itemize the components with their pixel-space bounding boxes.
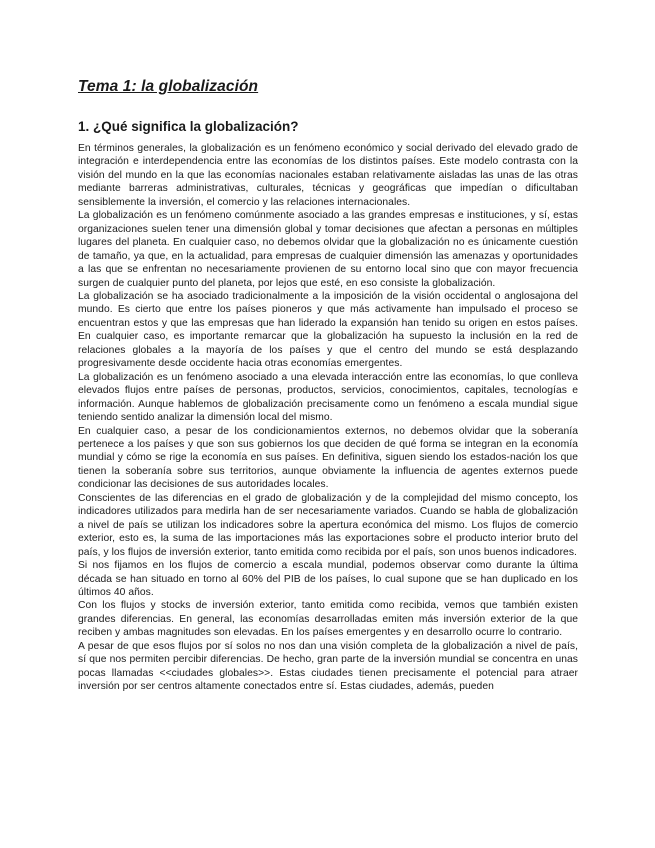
paragraph: Conscientes de las diferencias en el grado de globalización y de la complejidad del mismo concepto, los indicadores utilizados para medirla han de ser necesariamente variados. Cuando se habla de globalización a nivel de país se utilizan los indicadores sobre la apertura económica del mismo. Los flujos de comercio exterior, esto es, la suma de las importaciones más las exportaciones sobre el producto interior bruto del país, y los flujos de inversión exterior, tanto emitida como recibida por el país, son unos buenos indicadores.: [78, 492, 578, 558]
paragraph: La globalización se ha asociado tradicionalmente a la imposición de la visión occidental o anglosajona del mundo. Es cierto que entre los países pioneros y que más activamente han impulsado el proceso se encuentran estos y que las empresas que han liderado la expansión han tenido su origen en estos países. En cualquier caso, es importante remarcar que la globalización ha supuesto la inclusión en la red de relaciones globales a la mayoría de los países y que el centro del mundo se está desplazando progresivamente desde occidente hacia otras economías emergentes.: [78, 290, 578, 370]
paragraph: En términos generales, la globalización es un fenómeno económico y social derivado del elevado grado de integración e interdependencia entre las economías de los distintos países. Este modelo contrasta con la visión del mundo en la que las economías nacionales estaban relativamente aisladas las unas de las otras mediante barreras administrativas, culturales, técnicas y geográficas que impedían o dificultaban sensiblemente la inversión, el comercio y las relaciones internacionales.: [78, 143, 578, 208]
section-heading: 1. ¿Qué significa la globalización?: [78, 119, 299, 134]
paragraph: Si nos fijamos en los flujos de comercio a escala mundial, podemos observar como durante la última década se han situado en torno al 60% del PIB de los países, lo cual supone que se han duplicado en los últimos 40 años.: [78, 560, 578, 598]
paragraph: La globalización es un fenómeno comúnmente asociado a las grandes empresas e instituciones, y sí, estas organizaciones suelen tener una dimensión global y tomar decisiones que afectan a personas en múltiples lugares del planeta. En cualquier caso, no debemos olvidar que la globalización no es únicamente cuestión de tamaño, ya que, en la actualidad, para empresas de cualquier dimensión las amenazas y oportunidades a las que se enfrentan no necesariamente provienen de su entorno local sino que con mayor frecuencia surgen de cualquier punto del planeta, por lejos que esté, en eso consiste la globalización.: [78, 210, 578, 289]
paragraph: Con los flujos y stocks de inversión exterior, tanto emitida como recibida, vemos que también existen grandes diferencias. En general, las economías desarrolladas emiten más inversión exterior de la que reciben y ambas magnitudes son elevadas. En los países emergentes y en desarrollo ocurre lo contrario.: [78, 600, 578, 639]
paragraph: En cualquier caso, a pesar de los condicionamientos externos, no debemos olvidar que la soberanía pertenece a los países y que son sus gobiernos los que deciden de qué forma se integran en la economía mundial y cómo se rige la economía en sus países. En definitiva, siguen siendo los estados-nación los que tienen la soberanía sobre sus territorios, aunque obviamente la influencia de agentes externos puede condicionar las decisiones de sus autoridades locales.: [78, 425, 578, 491]
paragraph: La globalización es un fenómeno asociado a una elevada interacción entre las economías, lo que conlleva elevados flujos entre países de personas, productos, servicios, conocimientos, capitales, tecnologías e información. Aunque hablemos de globalización precisamente como un fenómeno a escala mundial sigue teniendo sentido analizar la dimensión local del mismo.: [78, 371, 578, 424]
page-title: Tema 1: la globalización: [78, 78, 259, 95]
paragraph: A pesar de que esos flujos por sí solos no nos dan una visión completa de la globalización a nivel de país, sí que nos permiten percibir diferencias. De hecho, gran parte de la inversión mundial se concentra en unas pocas llamadas <<ciudades globales>>. Estas ciudades tienen precisamente el potencial para atraer inversión por ser centros altamente conectados entre sí. Estas ciudades, además, pueden: [78, 640, 578, 693]
body-text: [78, 142, 578, 694]
